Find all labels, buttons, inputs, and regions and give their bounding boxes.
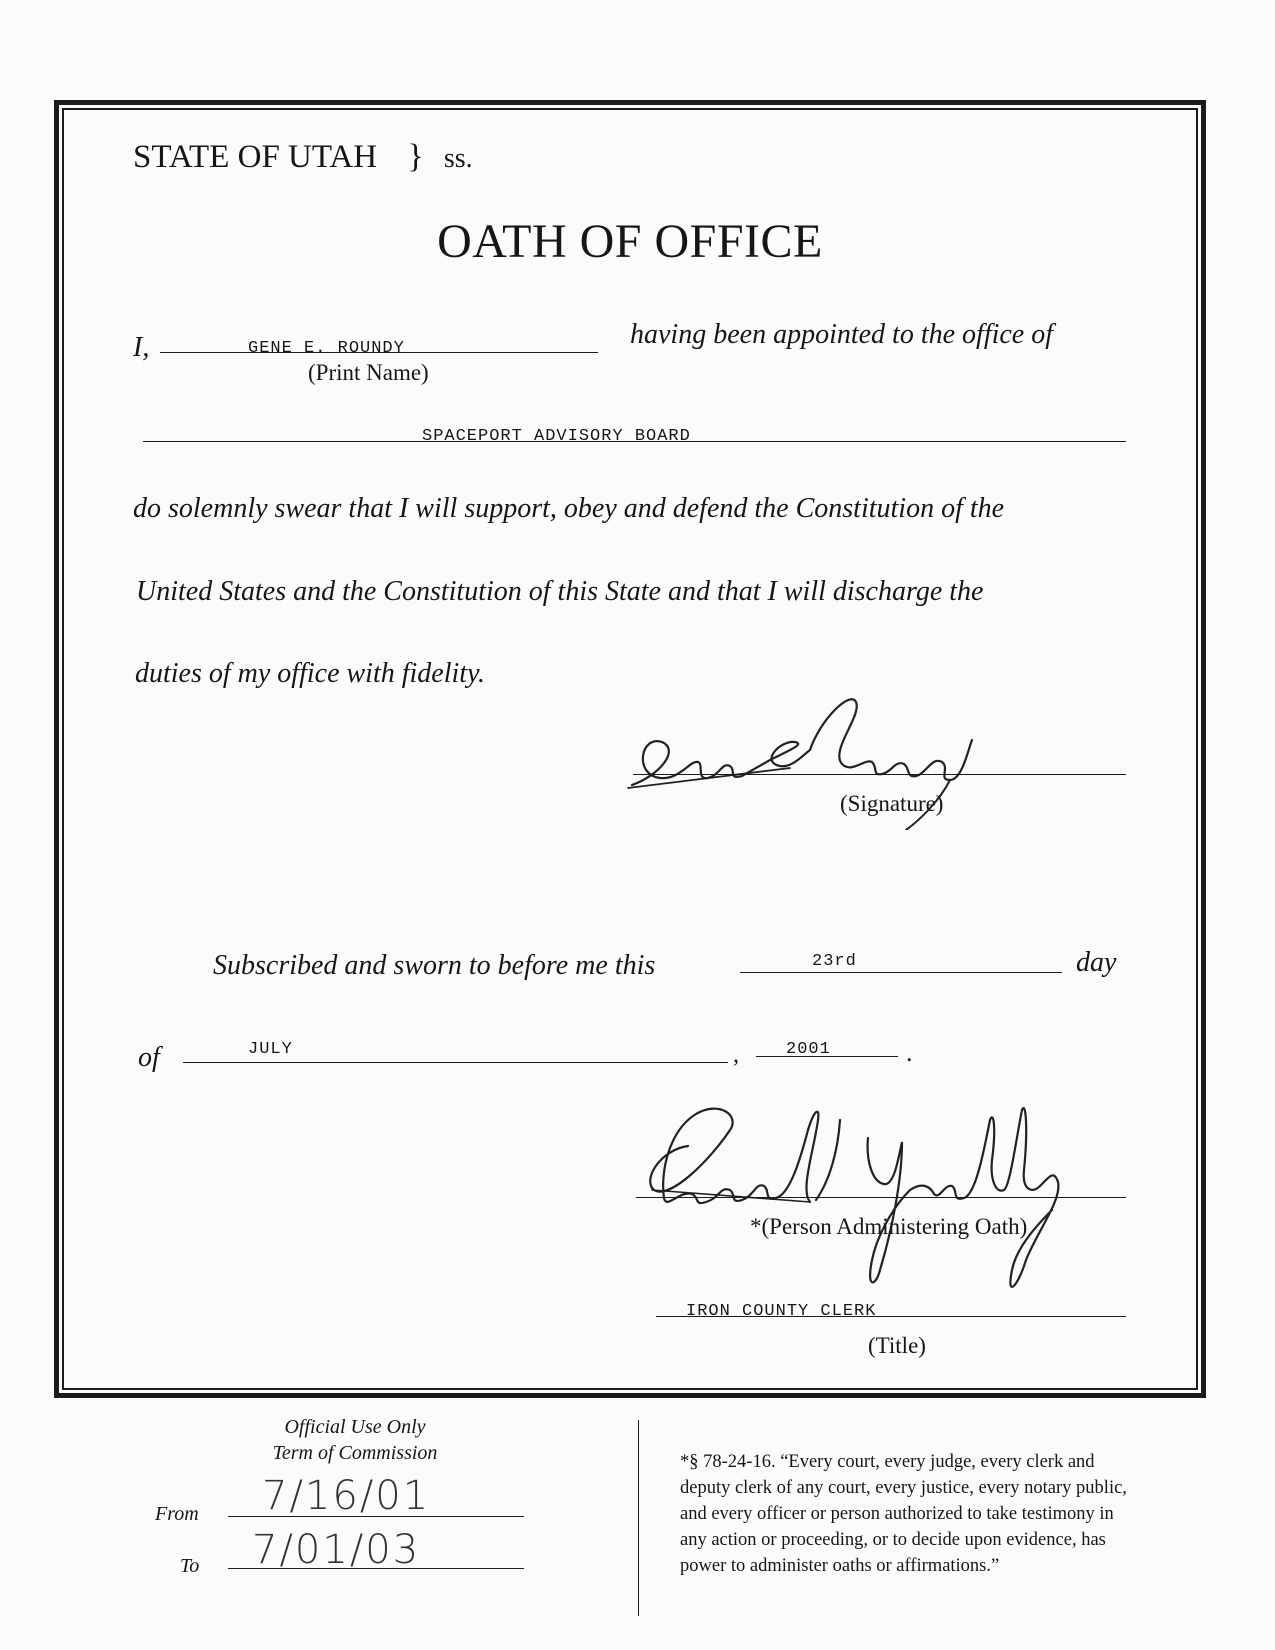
print-name-caption: (Print Name) [308, 360, 429, 385]
oath-line-1: do solemnly swear that I will support, obey and defend the Constitution of the [133, 493, 1005, 524]
signature-line [633, 774, 1126, 775]
to-label: To [180, 1555, 200, 1577]
appointment-suffix: having been appointed to the office of [630, 319, 1054, 350]
statute-line-1: *§ 78-24-16. “Every court, every judge, every clerk and [680, 1452, 1095, 1472]
oath-prefix: I, [133, 332, 150, 363]
term-heading: Term of Commission [272, 1442, 438, 1464]
administrator-caption: *(Person Administering Oath) [750, 1214, 1028, 1239]
statute-line-5: power to administer oaths or affirmations.” [680, 1556, 1000, 1576]
administrator-signature-image [640, 1090, 1080, 1310]
oath-line-3: duties of my office with fidelity. [135, 658, 485, 689]
month-line [183, 1062, 728, 1063]
statute-block [680, 1449, 1127, 1579]
oath-line-2: United States and the Constitution of this State and that I will discharge the [136, 576, 984, 607]
month-value: JULY [248, 1040, 293, 1059]
to-value: 7/01/03 [252, 1527, 421, 1573]
ss-label: ss. [443, 143, 473, 174]
office-value: SPACEPORT ADVISORY BOARD [422, 427, 691, 446]
official-use-heading: Official Use Only [284, 1416, 426, 1438]
page-title: OATH OF OFFICE [437, 215, 823, 268]
vertical-divider [638, 1420, 639, 1616]
statute-line-2: deputy clerk of any court, every justice, every notary public, [680, 1478, 1127, 1498]
day-line [740, 972, 1062, 973]
of-word: of [138, 1042, 160, 1073]
state-header [133, 138, 473, 176]
statute-line-3: and every officer or person authorized to take testimony in [680, 1504, 1114, 1524]
state-name: STATE OF UTAH [133, 139, 378, 175]
day-word: day [1076, 947, 1117, 978]
from-value: 7/16/01 [262, 1473, 431, 1519]
date-period: . [906, 1038, 913, 1067]
title-caption: (Title) [868, 1333, 926, 1358]
year-value: 2001 [786, 1040, 831, 1059]
from-label: From [155, 1503, 199, 1525]
title-value: IRON COUNTY CLERK [686, 1302, 877, 1321]
printed-name-value: GENE E. ROUNDY [248, 339, 405, 358]
sworn-lead: Subscribed and sworn to before me this [213, 950, 656, 981]
brace-glyph: } [407, 138, 424, 175]
statute-line-4: any action or proceeding, or to decide upon evidence, has [680, 1530, 1106, 1550]
administrator-signature-line [636, 1197, 1126, 1198]
official-signature-image [620, 680, 1020, 830]
day-value: 23rd [812, 952, 857, 971]
date-comma: , [733, 1042, 739, 1068]
signature-caption: (Signature) [840, 791, 944, 816]
